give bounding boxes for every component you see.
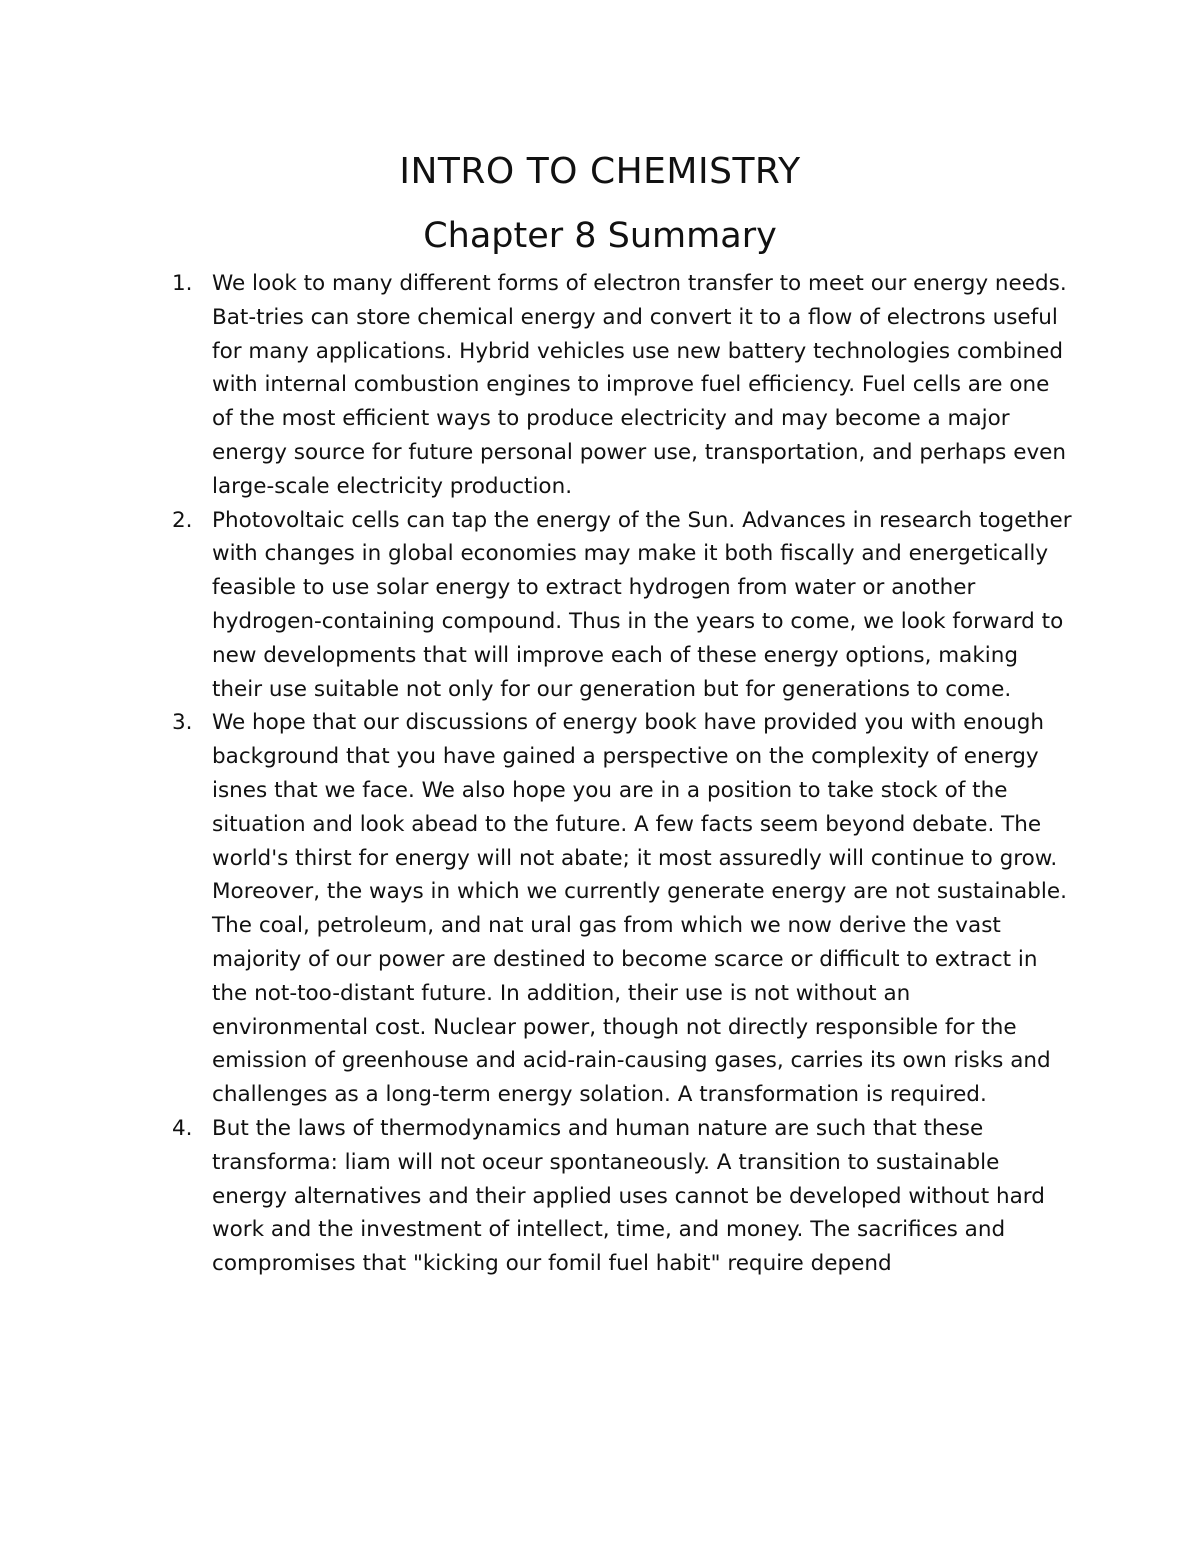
document-title: INTRO TO CHEMISTRY — [399, 151, 801, 192]
list-item — [172, 267, 1072, 504]
list-item-text: We look to many different forms of electron transfer to meet our energy needs. Bat-tries can store chemical energy and convert it to a flow of electrons useful for many applications. Hybrid vehicles use new battery technologies combined with internal combustion engines to improve fuel efficiency. Fuel cells are one of the most efficient ways to produce electricity and may become a major energy source for future personal power use, transportation, and perhaps even large-scale electricity production. — [212, 271, 1067, 499]
list-item-number: 3. — [172, 710, 193, 736]
chapter-subtitle: Chapter 8 Summary — [423, 216, 777, 256]
list-item-text: But the laws of thermodynamics and human nature are such that these transforma: liam will not oceur spontaneously. A transition to sustainable energy alternatives and their applied uses cannot be developed without hard work and the investment of intellect, time, and money. The sacrifices and compromises that "kicking our fomil fuel habit" require depend — [212, 1115, 1045, 1277]
list-item-text: We hope that our discussions of energy book have provided you with enough background that you have gained a perspective on the complexity of energy isnes that we face. We also hope you are in a position to take stock of the situation and look abead to the future. A few facts seem beyond debate. The world's thirst for energy will not abate; it most assuredly will continue to grow. Moreover, the ways in which we currently generate energy are not sustainable. The coal, petroleum, and nat ural gas from which we now derive the vast majority of our power are destined to become scarce or difficult to extract in the not-too-distant future. In addition, their use is not without an environmental cost. Nuclear power, though not directly responsible for the emission of greenhouse and acid-rain-causing gases, carries its own risks and challenges as a long-term energy solation. A transformation is required. — [212, 710, 1067, 1108]
summary-list — [172, 267, 1072, 1281]
list-item — [172, 504, 1072, 707]
list-item-number: 4. — [172, 1115, 193, 1141]
list-item — [172, 706, 1072, 1112]
list-item-number: 2. — [172, 507, 193, 533]
list-item — [172, 1112, 1072, 1281]
list-item-number: 1. — [172, 271, 193, 296]
list-item-text: Photovoltaic cells can tap the energy of the Sun. Advances in research together with changes in global economies may make it both fiscally and energetically feasible to use solar energy to extract hydrogen from water or another hydrogen-containing compound. Thus in the years to come, we look forward to new developments that will improve each of these energy options, making their use suitable not only for our generation but for generations to come. — [212, 507, 1072, 702]
